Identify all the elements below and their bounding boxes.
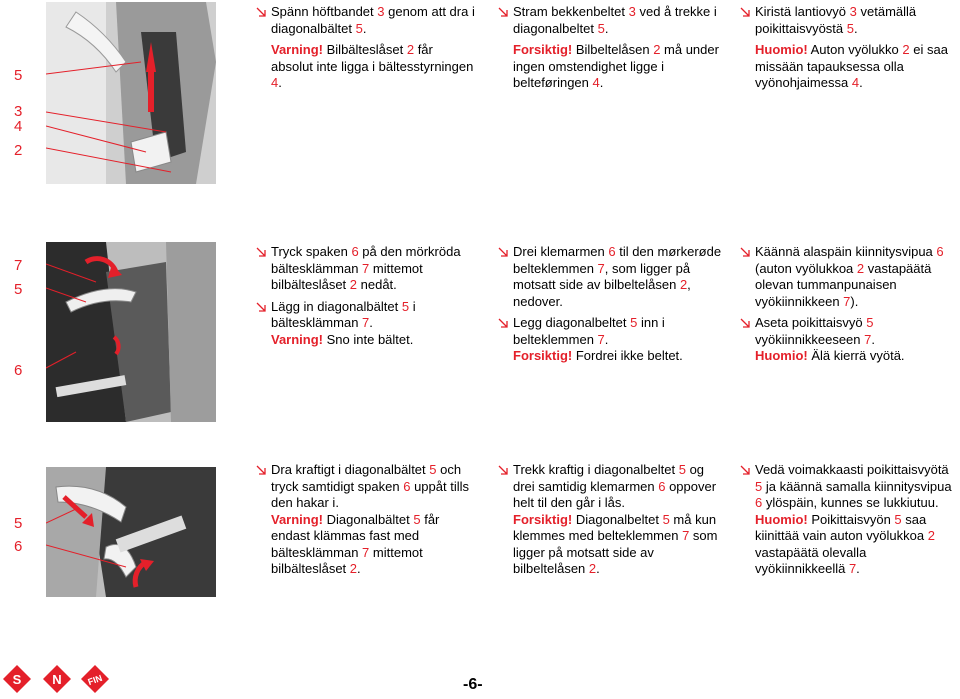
- instruction-text: .: [871, 331, 875, 347]
- callout-ref: 7: [864, 331, 872, 347]
- callout-number: 5: [14, 67, 23, 84]
- instruction-text: på den mörkröda bältesklämman: [271, 244, 461, 276]
- instruction-text: , nedover.: [513, 277, 691, 309]
- instruction-text: Fordrei ikke beltet.: [572, 348, 683, 363]
- step-arrow-icon: [256, 465, 267, 475]
- instruction-text: Vedä voimakkaasti poikittaisvyötä: [755, 462, 949, 477]
- language-label: FIN: [86, 672, 104, 688]
- warning-label: Forsiktig!: [513, 42, 573, 57]
- instruction-text: vyökiinnikkeeseen: [755, 331, 865, 347]
- instruction-text: .: [604, 331, 609, 347]
- instruction-text: ylöspäin, kunnes se lukkiutuu.: [762, 495, 939, 510]
- warning-label: Huomio!: [755, 511, 808, 527]
- step-arrow-icon: [740, 7, 751, 17]
- instruction-step: [740, 244, 955, 310]
- instruction-step: [498, 244, 723, 310]
- language-badge-n: [42, 664, 72, 694]
- step-arrow-icon: [256, 247, 267, 257]
- instruction-text: må kun klemmes med belteklemmen: [513, 511, 717, 543]
- callout-number: 5: [14, 281, 23, 298]
- warning-label: Varning!: [271, 331, 324, 347]
- instruction-text: Lägg in diagonalbältet: [271, 298, 402, 314]
- callout-ref: 6: [755, 495, 763, 510]
- callout-ref: 2: [653, 42, 661, 57]
- instruction-text: .: [599, 75, 604, 90]
- instruction-no-3: [498, 462, 723, 583]
- step-arrow-icon: [256, 7, 267, 17]
- language-badge-s: [2, 664, 32, 694]
- warning-label: Huomio!: [755, 348, 808, 363]
- instruction-text: inn i belteklemmen: [513, 315, 665, 347]
- callout-ref: 7: [597, 331, 605, 347]
- instruction-text: får absolut inte ligga i bältesstyrningen: [271, 42, 474, 74]
- instruction-step: [256, 299, 476, 349]
- instruction-text: .: [856, 561, 860, 576]
- callout-number: 6: [14, 362, 23, 379]
- instruction-text: vastapäätä olevan tummanpunaisen vyökiinnikkeen: [755, 260, 932, 309]
- instruction-step: [498, 462, 723, 578]
- callout-number: 3: [14, 103, 23, 120]
- callout-ref: 2: [349, 277, 358, 292]
- instruction-text: Dra kraftigt i diagonalbältet: [271, 462, 430, 477]
- instruction-text: som ligger på motsatt side av bilbeltelåsen: [513, 528, 718, 576]
- instruction-text: ei saa missään tapauksessa olla vyönohjaimessa: [755, 42, 948, 90]
- instruction-step: [740, 462, 955, 578]
- instruction-text: mittemot bilbälteslåset: [271, 544, 423, 576]
- callout-ref: 6: [658, 478, 666, 494]
- step-arrow-icon: [740, 465, 751, 475]
- callout-ref: 3: [377, 4, 385, 19]
- callout-ref: 5: [413, 511, 421, 527]
- instruction-sv-2: [256, 244, 476, 353]
- instruction-text: ).: [850, 293, 859, 309]
- callout-ref: 5: [662, 511, 670, 527]
- instruction-text: Älä kierrä vyötä.: [807, 348, 905, 363]
- instruction-text: Diagonalbeltet: [572, 511, 663, 527]
- callout-ref: 7: [362, 315, 370, 330]
- callout-ref: 4: [592, 75, 600, 90]
- instruction-step: [498, 4, 723, 37]
- instruction-text: Käännä alaspäin kiinnitysvipua: [755, 244, 937, 259]
- instruction-text: Stram bekkenbeltet: [513, 4, 629, 19]
- instruction-fi-1: [740, 4, 955, 97]
- callout-ref: 3: [628, 4, 636, 19]
- callout-ref: 5: [630, 315, 638, 330]
- callout-ref: 6: [351, 244, 359, 259]
- warning-label: Forsiktig!: [513, 348, 573, 363]
- instruction-text: oppover helt til den går i lås.: [513, 478, 717, 510]
- instruction-text: .: [604, 20, 609, 36]
- page-number: -6-: [463, 676, 483, 693]
- step-arrow-icon: [498, 318, 509, 328]
- instruction-step: [256, 462, 476, 578]
- callout-ref: 5: [755, 478, 763, 494]
- photo-tighten-lap-belt: [46, 2, 216, 184]
- callout-ref: 7: [843, 293, 851, 309]
- instruction-text: vastapäätä olevalla vyökiinnikkeellä: [755, 544, 867, 576]
- instruction-step: [740, 315, 955, 365]
- photo-lock-lever: [46, 467, 216, 597]
- callout-ref: 3: [849, 4, 857, 19]
- instruction-text: (auton vyölukkoa: [755, 260, 857, 276]
- instruction-text: vetämällä poikittaisvyöstä: [755, 4, 917, 36]
- callout-ref: 4: [271, 75, 279, 90]
- instruction-text: , som ligger på motsatt side av bilbeltelåsen: [513, 260, 691, 292]
- callout-ref: 7: [682, 528, 690, 543]
- callout-ref: 2: [349, 561, 358, 576]
- step-arrow-icon: [256, 302, 267, 312]
- callout-ref: 2: [927, 528, 935, 543]
- callout-ref: 7: [362, 260, 370, 276]
- warning-label: Varning!: [271, 42, 324, 57]
- instruction-text: .: [596, 561, 600, 576]
- instruction-text: Aseta poikittaisvyö: [755, 315, 867, 330]
- instruction-text: i bältesklämman: [271, 298, 416, 330]
- instruction-text: Diagonalbältet: [323, 511, 414, 527]
- instruction-text: och tryck samtidigt spaken: [271, 462, 462, 494]
- instruction-note: [740, 42, 955, 92]
- instruction-step: [256, 244, 476, 294]
- callout-number: 6: [14, 538, 23, 555]
- callout-ref: 2: [588, 561, 597, 576]
- instruction-text: .: [369, 315, 373, 330]
- instruction-text: .: [278, 75, 282, 90]
- instruction-text: .: [357, 561, 361, 576]
- instruction-no-2: [498, 244, 723, 370]
- language-label: N: [52, 672, 62, 687]
- instruction-text: .: [854, 20, 858, 36]
- step-arrow-icon: [498, 465, 509, 475]
- instruction-text: nedåt.: [357, 277, 397, 292]
- callout-ref: 2: [856, 260, 865, 276]
- callout-number: 2: [14, 142, 23, 159]
- instruction-text: ved å trekke i diagonalbeltet: [513, 4, 717, 36]
- instruction-text: .: [859, 75, 863, 90]
- instruction-text: Drei klemarmen: [513, 244, 609, 259]
- instruction-text: Auton vyölukko: [807, 42, 903, 57]
- instruction-text: får endast klämmas fast med bältesklämman: [271, 511, 440, 560]
- callout-ref: 5: [355, 20, 363, 36]
- callout-ref: 7: [597, 260, 605, 276]
- callout-ref: 6: [403, 478, 411, 494]
- instruction-text: til den mørkerøde belteklemmen: [513, 244, 722, 276]
- instruction-sv-3: [256, 462, 476, 583]
- callout-ref: 6: [608, 244, 616, 259]
- instruction-text: Legg diagonalbeltet: [513, 315, 631, 330]
- callout-ref: 5: [846, 20, 854, 36]
- step-arrow-icon: [498, 247, 509, 257]
- instruction-text: Spänn höftbandet: [271, 4, 378, 19]
- instruction-step: [498, 315, 723, 365]
- callout-ref: 5: [894, 511, 902, 527]
- callout-ref: 7: [362, 544, 370, 560]
- instruction-text: Bilbeltelåsen: [572, 42, 654, 57]
- instruction-note: [498, 42, 723, 92]
- instruction-fi-2: [740, 244, 955, 370]
- language-label: S: [12, 672, 22, 687]
- callout-ref: 6: [936, 244, 944, 259]
- instruction-text: genom att dra i diagonalbältet: [271, 4, 475, 36]
- instruction-text: Sno inte bältet.: [323, 331, 414, 347]
- callout-ref: 5: [401, 298, 410, 314]
- warning-label: Varning!: [271, 511, 324, 527]
- callout-ref: 5: [678, 462, 686, 477]
- instruction-no-1: [498, 4, 723, 97]
- callout-ref: 7: [848, 561, 857, 576]
- instruction-fi-3: [740, 462, 955, 583]
- callout-number: 4: [14, 118, 23, 135]
- instruction-step: [256, 4, 476, 37]
- language-badge-fin: [80, 664, 110, 694]
- instruction-text: saa kiinittää vain auton vyölukkoa: [755, 511, 928, 543]
- instruction-note: [256, 42, 476, 92]
- instruction-text: Tryck spaken: [271, 244, 352, 259]
- instruction-text: Poikittaisvyön: [807, 511, 895, 527]
- warning-label: Huomio!: [755, 42, 808, 57]
- instruction-text: Bilbälteslåset: [323, 42, 407, 57]
- instruction-sv-1: [256, 4, 476, 97]
- callout-ref: 5: [597, 20, 605, 36]
- step-arrow-icon: [740, 318, 751, 328]
- instruction-text: Trekk kraftig i diagonalbeltet: [513, 462, 679, 477]
- callout-ref: 5: [429, 462, 437, 477]
- step-arrow-icon: [740, 247, 751, 257]
- instruction-text: uppåt tills den hakar i.: [271, 478, 469, 510]
- callout-ref: 2: [679, 277, 688, 292]
- instruction-text: .: [362, 20, 367, 36]
- instruction-text: Kiristä lantiovyö: [755, 4, 850, 19]
- warning-label: Forsiktig!: [513, 511, 573, 527]
- callout-number: 5: [14, 515, 23, 532]
- instruction-text: og drei samtidig klemarmen: [513, 462, 705, 494]
- instruction-step: [740, 4, 955, 37]
- step-arrow-icon: [498, 7, 509, 17]
- photo-belt-clamp: [46, 242, 216, 422]
- callout-ref: 2: [406, 42, 415, 57]
- callout-ref: 4: [851, 75, 860, 90]
- instruction-text: ja käännä samalla kiinnitysvipua: [762, 478, 952, 494]
- instruction-text: må under ingen omstendighet ligge i belteføringen: [513, 42, 719, 90]
- callout-number: 7: [14, 257, 23, 274]
- callout-ref: 2: [902, 42, 910, 57]
- callout-ref: 5: [866, 315, 874, 330]
- instruction-text: mittemot bilbälteslåset: [271, 260, 423, 292]
